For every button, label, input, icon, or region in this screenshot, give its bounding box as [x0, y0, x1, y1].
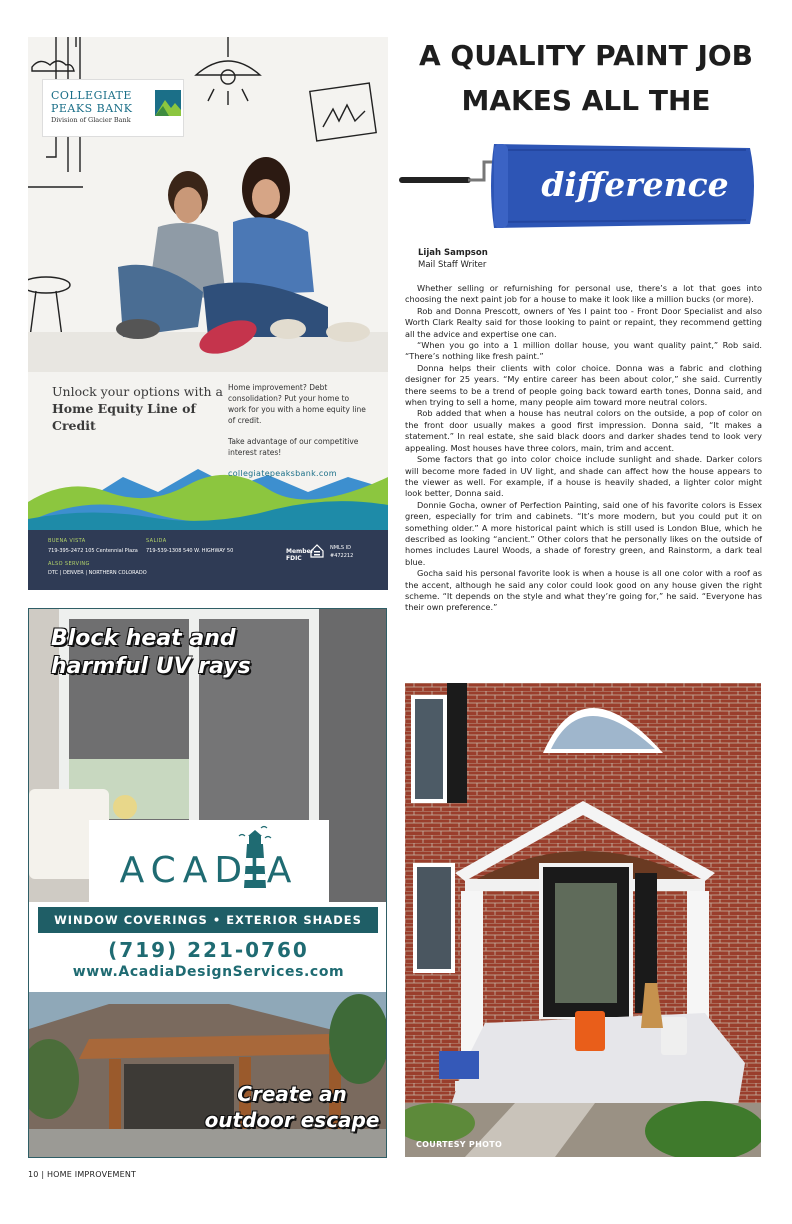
- headline-line2: MAKES ALL THE: [461, 84, 711, 117]
- article-paragraph: Rob added that when a house has neutral colors on the outside, a pop of color on the front door usually makes a good first impression. Donna said, “It makes a statement.” In real estate, she said black doors and darker shades tend to look very appealing. Most houses have three colors, main, trim and accent.: [405, 408, 762, 453]
- article-headline: [405, 33, 767, 123]
- byline: [418, 247, 488, 271]
- also-serving-label: ALSO SERVING: [48, 561, 90, 567]
- headline-line1: A QUALITY PAINT JOB: [418, 39, 754, 72]
- acadia-bottom-slogan: [197, 1081, 387, 1133]
- buena-vista-contact: 719-395-2472 105 Centennial Plaza: [48, 548, 138, 554]
- page-footer: 10 | HOME IMPROVEMENT: [28, 1170, 137, 1179]
- acadia-bottom-slogan-line1: Create an: [237, 1082, 347, 1106]
- house-photo: [405, 683, 761, 1157]
- also-serving-areas: DTC | DENVER | NORTHERN COLORADO: [48, 570, 147, 576]
- acadia-brand-name: ACADIA: [119, 850, 299, 891]
- bank-logo-line2: PEAKS BANK: [51, 102, 133, 115]
- bank-footer: [28, 530, 388, 590]
- nmls-id-number: #472212: [330, 553, 354, 559]
- acadia-contact-band: [29, 902, 387, 992]
- author-title: Mail Staff Writer: [418, 260, 487, 270]
- article-paragraph: Whether selling or refurnishing for personal use, there’s a lot that goes into choosing the next paint job for a house to make it look like a million bucks (or more).: [405, 283, 762, 305]
- bank-body-p2: Take advantage of our competitive interest rates!: [228, 437, 359, 457]
- acadia-bottom-slogan-line2: outdoor escape: [204, 1108, 380, 1132]
- acadia-ad: [28, 608, 387, 1158]
- bank-body-p1: Home improvement? Debt consolidation? Put your home to work for you with a home equity line of credit.: [228, 383, 366, 425]
- bank-body-copy: [228, 382, 368, 468]
- article-paragraph: “When you go into a 1 million dollar house, you want quality paint,” Rob said. “There’s nothing like fresh paint.”: [405, 340, 762, 362]
- buena-vista-label: BUENA VISTA: [48, 538, 86, 544]
- nmls-id-label: NMLS ID: [330, 545, 351, 551]
- article-paragraph: Rob and Donna Prescott, owners of Yes I paint too - Front Door Specialist and also Worth Clark Realty said for those looking to paint or repaint, they recommend getting all the advice and expertise one can.: [405, 305, 762, 339]
- author-name: Lijah Sampson: [418, 248, 488, 258]
- article-paragraph: Some factors that go into color choice include sunlight and shade. Darker colors will become more faded in UV light, and shade can affect how the house appears to the viewer as well. For example, if a house is heavily shaded, a lighter color might look better, Donna said.: [405, 454, 762, 499]
- bank-logo-mountain-icon: [155, 90, 181, 116]
- bank-headline-line2: Home Equity Line of Credit: [52, 401, 196, 433]
- equal-housing-icon: [310, 544, 324, 558]
- salida-contact: 719-539-1308 540 W. HIGHWAY 50: [146, 548, 234, 554]
- house-photo-illustration: [405, 683, 761, 1157]
- acadia-services-bar: WINDOW COVERINGS • EXTERIOR SHADES: [38, 907, 378, 933]
- article-paragraph: Donna helps their clients with color choice. Donna was a fabric and clothing designer for 25 years. “My entire career has been about color,” she said. Currently there seems to be a trend of people going back toward earth tones, Donna said, and when trying to sell a home, many people aim toward more neutral colors.: [405, 362, 762, 408]
- acadia-top-slogan: [51, 625, 261, 681]
- acadia-top-slogan-line2: harmful UV rays: [51, 654, 251, 679]
- acadia-logo: [89, 820, 329, 902]
- bank-logo-line1: COLLEGIATE: [51, 89, 132, 102]
- fdic-badge: Member FDIC: [286, 548, 314, 562]
- bank-headline-line1: Unlock your options with a: [52, 384, 223, 399]
- salida-label: SALIDA: [146, 538, 167, 544]
- bank-url-link[interactable]: collegiatepeaksbank.com: [228, 469, 337, 478]
- article-body: [405, 283, 762, 614]
- acadia-phone[interactable]: (719) 221-0760: [108, 938, 309, 962]
- bank-ad: [28, 37, 388, 590]
- bank-logo: [42, 79, 184, 137]
- acadia-website-link[interactable]: www.AcadiaDesignServices.com: [72, 964, 345, 980]
- bank-headline: [52, 383, 227, 434]
- article-paragraph: Donnie Gocha, owner of Perfection Painting, said one of his favorite colors is Essex green, especially for trim and cabinets. “It’s more modern, but you could put it on something older.” A more historical paint which is still used is London Blue, which he described as looking “ancient.” Other colors that he personally likes on the outside of homes includes Laurel Woods, a shade of forestry green, and Rainstorm, a dark teal blue.: [405, 499, 762, 567]
- headline-script-word: difference: [541, 165, 729, 204]
- acadia-top-slogan-line1: Block heat and: [51, 626, 236, 651]
- article-paragraph: Gocha said his personal favorite look is when a house is all one color with a roof as the accent, although he said any color could look good on any house given the right scheme. “It depends on the style and what they’re going for,” he said. “Everyone has their own preference.”: [405, 568, 762, 613]
- bank-logo-line3: Division of Glacier Bank: [51, 116, 131, 124]
- photo-credit: COURTESY PHOTO: [416, 1140, 503, 1149]
